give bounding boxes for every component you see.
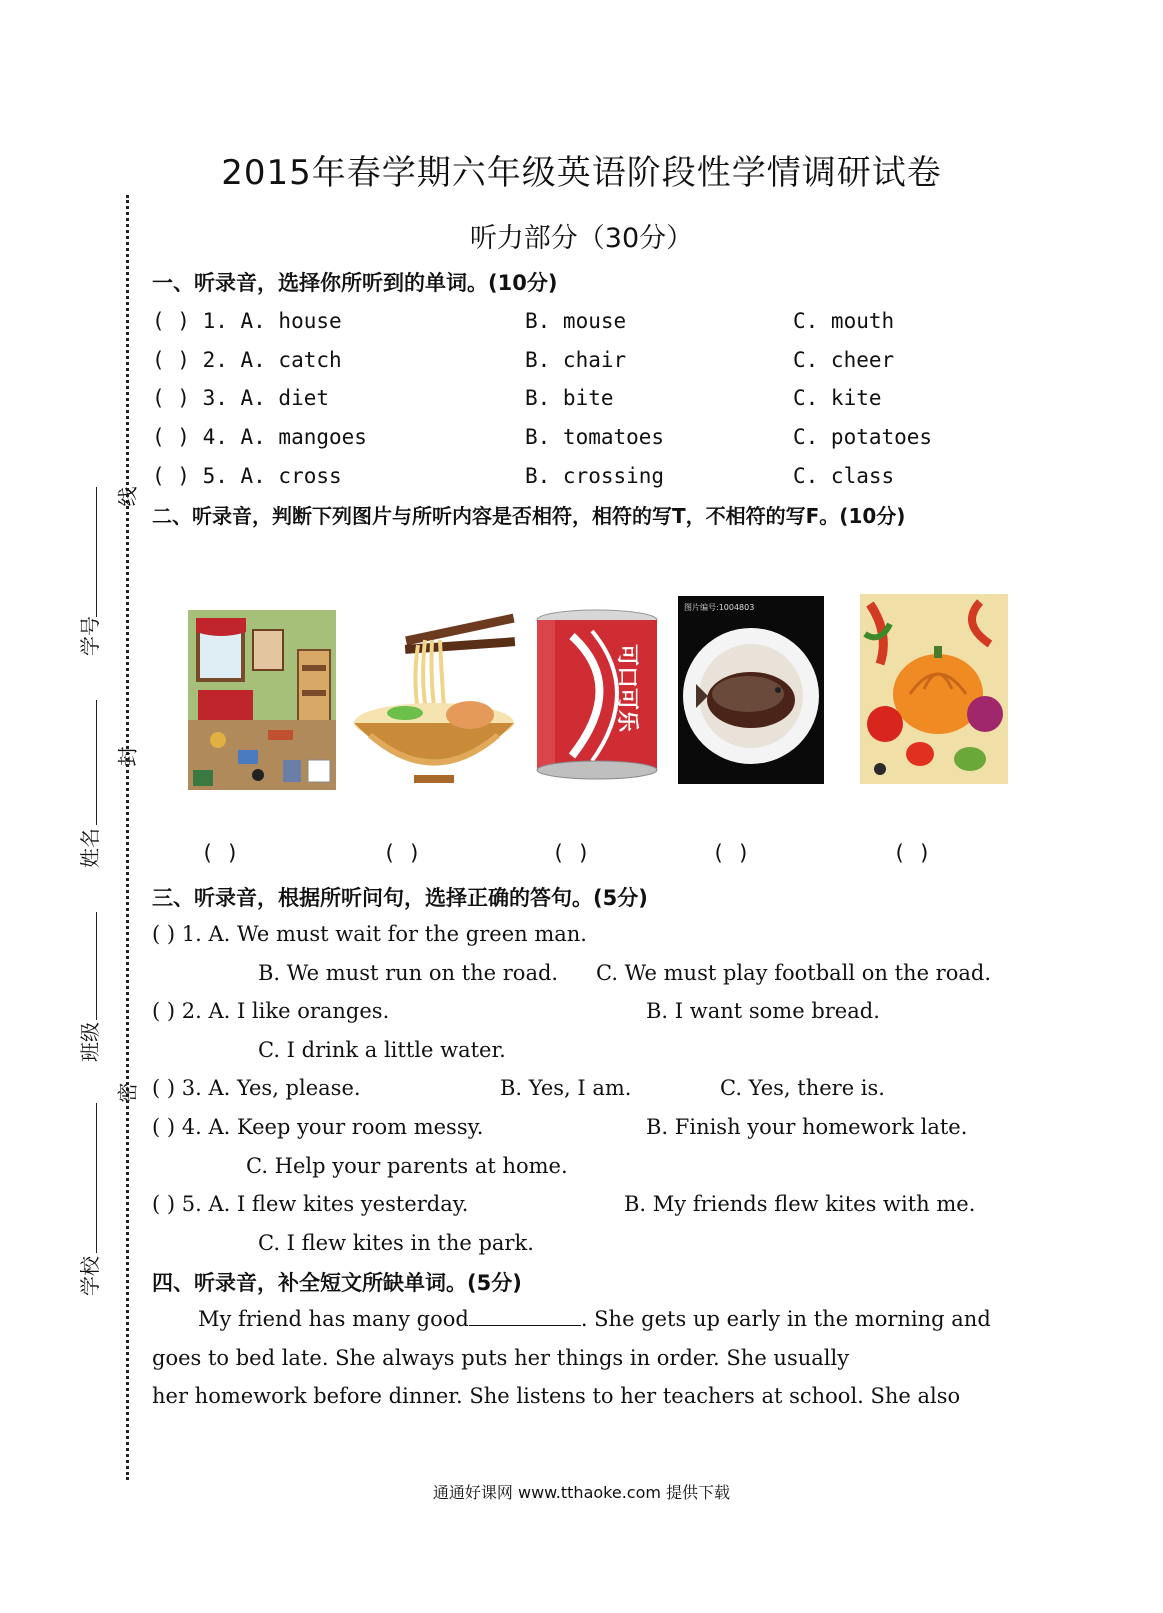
s1-q5-a[interactable]: ( ) 5. A. cross xyxy=(152,464,342,488)
s3-q3-a[interactable]: ( ) 3. A. Yes, please. xyxy=(152,1076,361,1100)
class-label: 班级 xyxy=(78,1022,102,1062)
s1-q2-b[interactable]: B. chair xyxy=(525,348,627,372)
pic1-answer-bracket[interactable]: ( ) xyxy=(201,841,239,865)
passage-line-3: her homework before dinner. She listens to her teachers at school. She also xyxy=(152,1384,961,1408)
name-label: 姓名 xyxy=(78,828,102,868)
s1-q1-b[interactable]: B. mouse xyxy=(525,309,627,333)
passage-line-1 xyxy=(198,1307,991,1331)
noodles-image xyxy=(350,605,518,790)
s3-q1-a[interactable]: ( ) 1. A. We must wait for the green man. xyxy=(152,922,587,946)
school-label: 学校 xyxy=(78,1256,102,1296)
s1-q1-c[interactable]: C. mouth xyxy=(793,309,895,333)
s1-q3-b[interactable]: B. bite xyxy=(525,386,614,410)
binding-word-line: 线 xyxy=(115,486,140,507)
passage-line-2: goes to bed late. She always puts her things in order. She usually xyxy=(152,1346,850,1370)
cola-can-text: 可口可乐 xyxy=(614,644,639,733)
s3-q2-a[interactable]: ( ) 2. A. I like oranges. xyxy=(152,999,390,1023)
section4-heading: 四、听录音，补全短文所缺单词。(5分) xyxy=(152,1271,522,1295)
s1-q2-c[interactable]: C. cheer xyxy=(793,348,895,372)
s3-q5-a[interactable]: ( ) 5. A. I flew kites yesterday. xyxy=(152,1192,469,1216)
passage-line-1b: . She gets up early in the morning and xyxy=(580,1307,991,1331)
binding-word-seal: 封 xyxy=(115,746,140,767)
pic5-answer-bracket[interactable]: ( ) xyxy=(893,841,931,865)
photo-caption-text: 图片编号:1004803 xyxy=(684,603,755,612)
s1-q4-a[interactable]: ( ) 4. A. mangoes xyxy=(152,425,367,449)
binding-word-secret: 密 xyxy=(115,1082,140,1103)
s3-q5-c[interactable]: C. I flew kites in the park. xyxy=(258,1231,534,1255)
s1-q5-c[interactable]: C. class xyxy=(793,464,895,488)
s3-q5-b[interactable]: B. My friends flew kites with me. xyxy=(624,1192,976,1216)
s3-q4-a[interactable]: ( ) 4. A. Keep your room messy. xyxy=(152,1115,484,1139)
s1-q4-b[interactable]: B. tomatoes xyxy=(525,425,665,449)
s3-q3-b[interactable]: B. Yes, I am. xyxy=(500,1076,632,1100)
s3-q4-b[interactable]: B. Finish your homework late. xyxy=(646,1115,968,1139)
student-number-label: 学号 xyxy=(78,616,102,656)
page-subtitle: 听力部分（30分） xyxy=(469,223,694,254)
page-title: 2015年春学期六年级英语阶段性学情调研试卷 xyxy=(221,153,942,193)
section1-heading: 一、听录音，选择你所听到的单词。(10分) xyxy=(152,271,558,295)
messy-room-image xyxy=(188,610,336,790)
s1-q3-c[interactable]: C. kite xyxy=(793,386,882,410)
school-field[interactable] xyxy=(96,1103,97,1253)
s3-q1-b[interactable]: B. We must run on the road. xyxy=(258,961,559,985)
s1-q3-a[interactable]: ( ) 3. A. diet xyxy=(152,386,330,410)
pic4-answer-bracket[interactable]: ( ) xyxy=(712,841,750,865)
section2-heading: 二、听录音，判断下列图片与所听内容是否相符，相符的写T，不相符的写F。(10分) xyxy=(152,504,906,528)
name-field[interactable] xyxy=(96,700,97,825)
s3-q1-c[interactable]: C. We must play football on the road. xyxy=(596,961,991,985)
s1-q4-c[interactable]: C. potatoes xyxy=(793,425,933,449)
student-number-field[interactable] xyxy=(96,487,97,617)
pic3-answer-bracket[interactable]: ( ) xyxy=(552,841,590,865)
s3-q4-c[interactable]: C. Help your parents at home. xyxy=(246,1154,568,1178)
passage-line-1a: My friend has many good xyxy=(198,1307,469,1331)
class-field[interactable] xyxy=(96,912,97,1020)
s3-q2-b[interactable]: B. I want some bread. xyxy=(646,999,880,1023)
s3-q3-c[interactable]: C. Yes, there is. xyxy=(720,1076,885,1100)
cola-can-image xyxy=(532,606,662,784)
pic2-answer-bracket[interactable]: ( ) xyxy=(383,841,421,865)
fish-dish-image xyxy=(678,596,824,784)
binding-dotted-line xyxy=(126,195,129,1480)
passage-blank-1[interactable] xyxy=(469,1307,581,1326)
vegetables-image xyxy=(860,594,1008,784)
section3-heading: 三、听录音，根据所听问句，选择正确的答句。(5分) xyxy=(152,886,648,910)
page-footer: 通通好课网 www.tthaoke.com 提供下载 xyxy=(432,1483,731,1502)
s1-q5-b[interactable]: B. crossing xyxy=(525,464,665,488)
s1-q2-a[interactable]: ( ) 2. A. catch xyxy=(152,348,342,372)
s3-q2-c[interactable]: C. I drink a little water. xyxy=(258,1038,506,1062)
s1-q1-a[interactable]: ( ) 1. A. house xyxy=(152,309,342,333)
